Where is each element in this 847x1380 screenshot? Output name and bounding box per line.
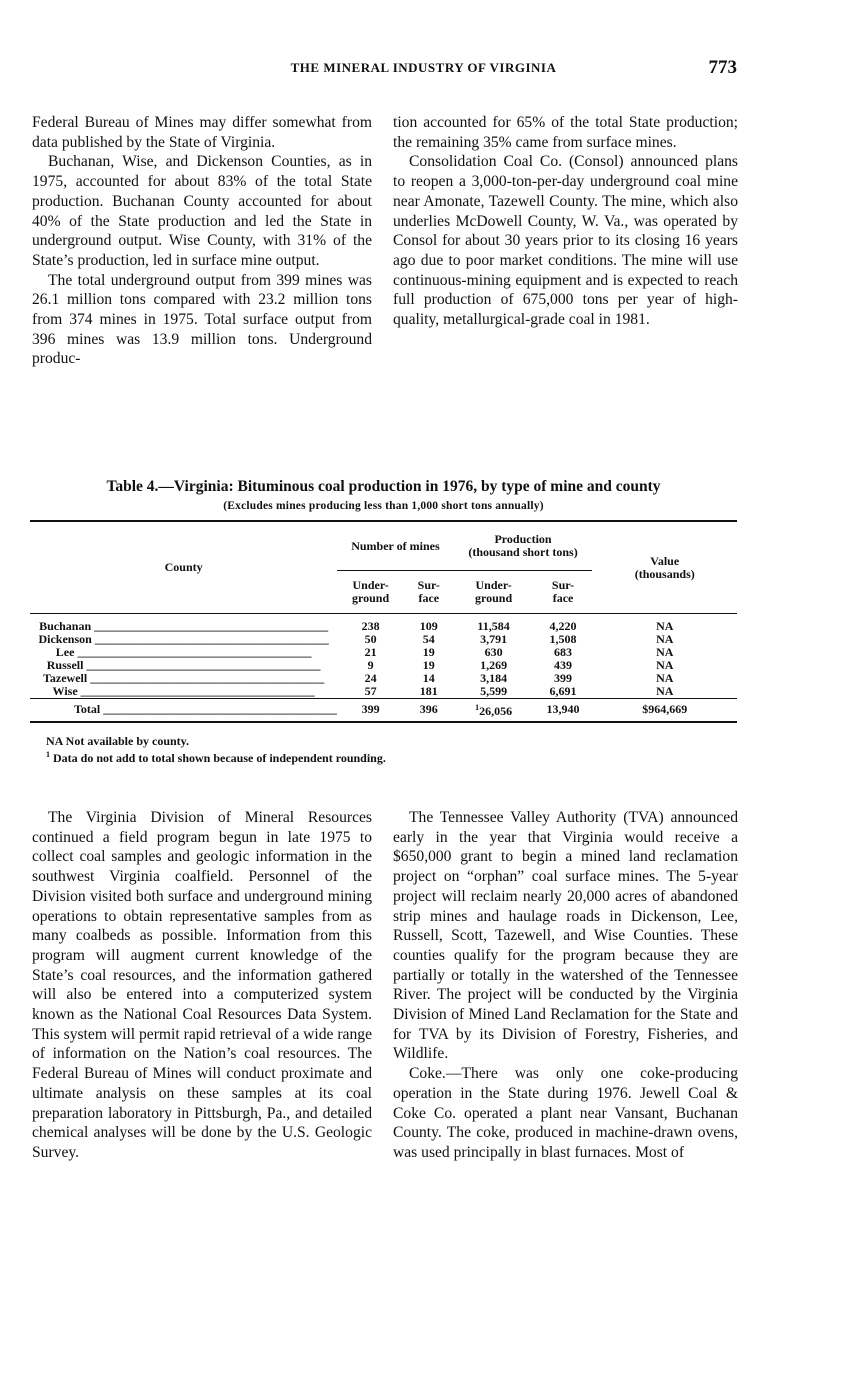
county-cell xyxy=(30,685,337,699)
total-label-cell xyxy=(30,699,337,723)
value-header xyxy=(592,521,737,613)
value-cell: NA xyxy=(656,684,674,698)
county-name: Tazewell xyxy=(43,672,88,685)
footnote-1 xyxy=(46,748,737,765)
top-left-column xyxy=(32,113,372,369)
mines-surface-cell: 19 xyxy=(422,658,435,672)
county-name: Russell xyxy=(46,659,84,672)
mines-surface-cell: 54 xyxy=(422,632,435,646)
footnote-1-mark: 1 xyxy=(46,750,50,759)
county-cell xyxy=(30,672,337,685)
production-underground-cell: 1,269 xyxy=(480,658,508,672)
production-surface-cell: 439 xyxy=(554,658,573,672)
footnote-ref: 1 xyxy=(475,703,480,712)
production-underground-cell: 3,184 xyxy=(480,671,508,685)
table-title: Table 4.—Virginia: Bituminous coal production in 1976, by type of mine and county xyxy=(106,478,661,495)
county-name: Dickenson xyxy=(38,633,92,646)
table-subtitle: (Excludes mines producing less than 1,000 short tons annually) xyxy=(223,500,544,512)
mines-surface-header xyxy=(404,571,454,614)
footnote-1-text: Data do not add to total shown because of independent rounding. xyxy=(53,751,386,765)
bottom-right-column xyxy=(393,808,738,1163)
table-row xyxy=(30,646,737,659)
table-row xyxy=(30,659,737,672)
paragraph xyxy=(393,1064,738,1163)
paragraph: tion accounted for 65% of the total State production; the remaining 35% came from surface mines. xyxy=(393,114,738,151)
total-row xyxy=(30,699,737,723)
dot-leader: _______________________________________ xyxy=(74,646,312,659)
total-production-underground-value: 26,056 xyxy=(479,704,513,718)
production-underground-cell: 5,599 xyxy=(480,684,508,698)
coke-heading: Coke. xyxy=(409,1065,446,1083)
production-surface-cell: 683 xyxy=(554,645,573,659)
mines-underground-label: Under- ground xyxy=(352,578,390,605)
production-header xyxy=(454,521,593,571)
county-cell xyxy=(30,659,337,672)
mines-underground-cell: 24 xyxy=(364,671,377,685)
county-cell xyxy=(30,646,337,659)
mines-underground-cell: 50 xyxy=(364,632,377,646)
county-header: County xyxy=(30,521,337,613)
production-underground-cell: 630 xyxy=(484,645,503,659)
dot-leader: _______________________________________ xyxy=(91,619,329,633)
value-header-text: Value (thousands) xyxy=(634,553,695,581)
production-surface-cell: 399 xyxy=(554,671,573,685)
paragraph: Federal Bureau of Mines may differ somewhat from data published by the State of Virginia. xyxy=(32,114,372,151)
mines-underground-cell: 21 xyxy=(364,645,377,659)
coke-text: —There was only one coke-producing operation in the State during 1976. Jewell Coal & Coke Co. operated a plant near Vansant, Buchanan County. The coke, produced in machine-drawn ovens, was used principally in blast furnaces. Most of xyxy=(393,1065,738,1161)
production-surface-header xyxy=(534,571,593,614)
dot-leader: _______________________________________ xyxy=(91,633,329,646)
mines-surface-label: Sur- face xyxy=(417,578,440,605)
value-cell: NA xyxy=(656,632,674,646)
mines-surface-cell: 14 xyxy=(422,671,435,685)
production-underground-cell: 11,584 xyxy=(477,619,510,633)
mines-surface-cell: 19 xyxy=(422,645,435,659)
footnote-na: NA Not available by county. xyxy=(46,734,190,748)
mines-underground-cell: 9 xyxy=(367,658,374,672)
dot-leader: _______________________________________ xyxy=(77,685,315,698)
production-surface-label: Sur- face xyxy=(551,578,575,605)
top-right-column xyxy=(393,113,738,330)
paragraph: Consolidation Coal Co. (Consol) announced plans to reopen a 3,000-ton-per-day underground coal mine near Amonate, Tazewell County. The mine, which also underlies McDowell County, W. Va., was operated by Consol for about 30 years prior to its closing 16 years ago due to poor market conditions. The mine will use continuous-mining equipment and is expected to reach full production of 675,000 tons per year of high-quality, metallurgical-grade coal in 1981. xyxy=(393,153,738,329)
value-cell: NA xyxy=(656,619,674,633)
table-row xyxy=(30,685,737,699)
county-name: Lee xyxy=(55,646,75,659)
table-row xyxy=(30,614,737,634)
production-underground-header xyxy=(454,571,534,614)
bottom-left-column xyxy=(32,808,372,1163)
number-of-mines-header: Number of mines xyxy=(337,521,453,571)
table-footnotes xyxy=(30,735,737,765)
county-cell xyxy=(30,633,337,646)
paragraph: The Tennessee Valley Authority (TVA) announced early in the year that Virginia would receive a $650,000 grant to begin a mined land reclamation project on “orphan” coal surface mines. The 5-year project will reclaim nearly 20,000 acres of abandoned strip mines and haulage roads in Dickenson, Lee, Russell, Scott, Tazewell, and Wise Counties. These counties qualify for the program because they are partially or totally in the watershed of the Tennessee River. The project will be conducted by the Virginia Division of Mined Land Reclamation for the State and for TVA by its Division of Forestry, Fisheries, and Wildlife. xyxy=(393,809,738,1063)
table-4 xyxy=(30,478,737,765)
county-cell xyxy=(30,614,337,634)
mines-surface-cell: 181 xyxy=(419,684,438,698)
total-mines-underground: 399 xyxy=(337,699,404,723)
table-row xyxy=(30,672,737,685)
mines-underground-cell: 238 xyxy=(361,619,380,633)
running-header: THE MINERAL INDUSTRY OF VIRGINIA xyxy=(290,60,557,75)
mines-underground-header xyxy=(337,571,404,614)
production-header-text: Production (thousand short tons) xyxy=(468,532,578,559)
production-underground-label: Under- ground xyxy=(475,578,513,605)
value-cell: NA xyxy=(656,645,674,659)
county-name: Wise xyxy=(52,685,78,698)
dot-leader: _______________________________________ xyxy=(83,659,321,672)
total-mines-surface: 396 xyxy=(404,699,454,723)
production-surface-cell: 4,220 xyxy=(549,619,577,633)
value-cell: NA xyxy=(656,671,674,685)
total-label: Total xyxy=(74,702,101,716)
paragraph: Buchanan, Wise, and Dickenson Counties, as in 1975, accounted for about 83% of the total State production. Buchanan County accounted for about 40% of the State production and led the State in underground output. Wise County, with 31% of the State’s production, led in surface mine output. xyxy=(32,153,372,269)
production-surface-cell: 1,508 xyxy=(549,632,577,646)
mines-surface-cell: 109 xyxy=(419,619,438,633)
paragraph: The total underground output from 399 mines was 26.1 million tons compared with 23.2 million tons from 374 mines in 1975. Total surface output from 396 mines was 13.9 million tons. Underground produc- xyxy=(32,271,372,368)
dot-leader: _______________________________________ xyxy=(87,672,325,685)
value-cell: NA xyxy=(656,658,674,672)
paragraph: The Virginia Division of Mineral Resources continued a field program begun in late 1975 to collect coal samples and geologic information in the southwest Virginia coalfield. Personnel of the Division visited both surface and underground mining operations to obtain representative samples from as many coalbeds as possible. Information from this program will augment current knowledge of the State’s coal resources, and the information gathered will also be entered into a computerized system known as the National Coal Resources Data System. This system will permit rapid retrieval of a wide range of information on the Nation’s coal resources. The Federal Bureau of Mines will conduct proximate and ultimate analysis on these samples at its coal preparation laboratory in Pittsburgh, Pa., and detailed chemical analyses will be done by the U.S. Geologic Survey. xyxy=(32,809,372,1161)
total-value: $964,669 xyxy=(592,699,737,723)
page-number: 773 xyxy=(708,57,737,78)
production-underground-cell: 3,791 xyxy=(480,632,508,646)
table-row xyxy=(30,633,737,646)
dot-leader: _______________________________________ xyxy=(100,702,338,716)
coal-production-table xyxy=(30,520,737,723)
production-surface-cell: 6,691 xyxy=(549,684,577,698)
total-production-surface: 13,940 xyxy=(534,699,593,723)
mines-underground-cell: 57 xyxy=(364,684,377,698)
county-name: Buchanan xyxy=(39,619,92,633)
total-production-underground xyxy=(454,699,534,723)
